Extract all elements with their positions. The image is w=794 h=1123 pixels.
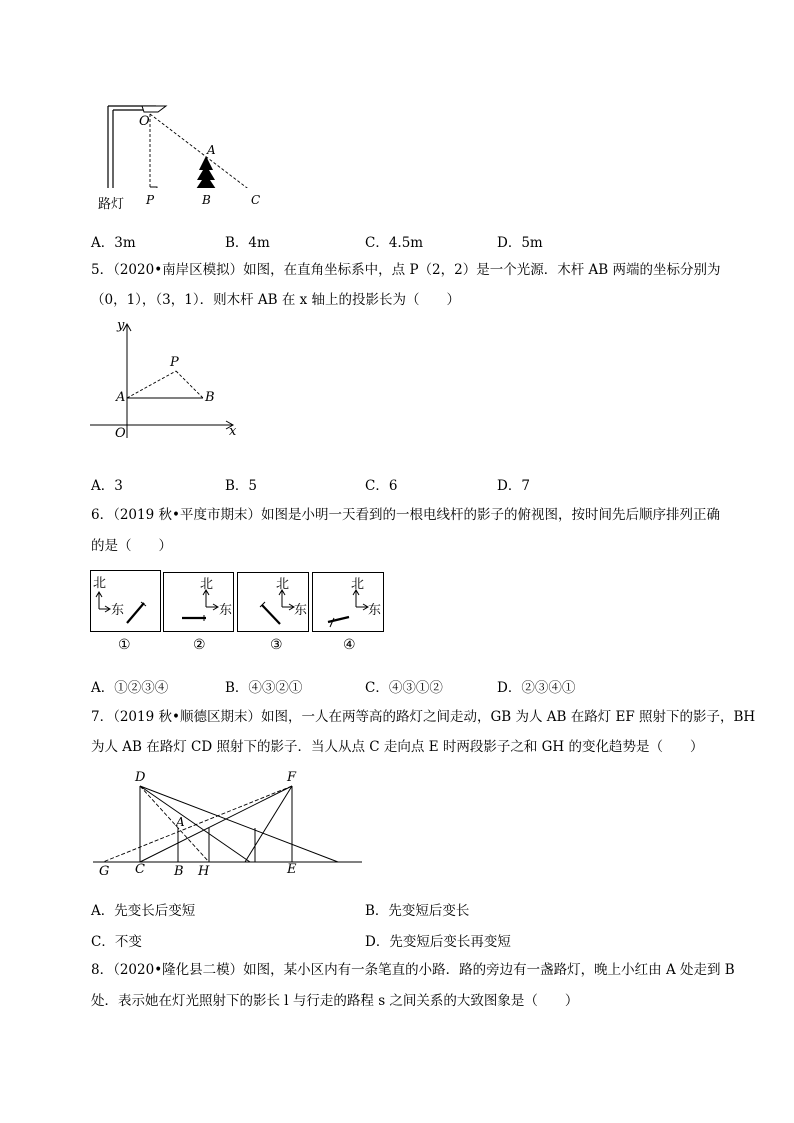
q5-option-a[interactable]: A．3 [91, 478, 123, 494]
q5-coordinate-figure [85, 318, 245, 443]
fig7-label-H: H [198, 864, 210, 879]
fig7-label-F: F [287, 770, 297, 785]
fig7-label-G: G [99, 864, 110, 879]
q5-option-d[interactable]: D．7 [497, 478, 530, 494]
q6-option-c[interactable]: C．④③①② [365, 680, 443, 696]
q6-option-a[interactable]: A．①②③④ [91, 680, 169, 696]
q6-view-4 [312, 572, 384, 632]
fig4-label-lamp: 路灯 [98, 197, 125, 212]
fig7-label-B: B [174, 864, 184, 879]
fig5-label-y: y [117, 318, 125, 333]
fig4-label-O: O [139, 114, 150, 129]
fig7-label-D: D [135, 770, 146, 785]
north-label: 北 [93, 576, 107, 591]
fig4-label-C: C [251, 193, 261, 207]
q6-view-2 [163, 572, 234, 632]
q6-view-2-label: ② [193, 637, 206, 653]
q6-stem-line2: 的是（ ） [91, 538, 172, 554]
q5-option-c[interactable]: C．6 [365, 478, 398, 494]
fig5-label-x: x [229, 424, 237, 439]
compass-arrows-icon [91, 571, 161, 631]
q6-view-3-label: ③ [270, 637, 283, 653]
q8-stem-line1: 8．（2020•隆化县二模）如图，某小区内有一条笔直的小路．路的旁边有一盏路灯，晚上小红由 A 处走到 B [91, 962, 735, 978]
q7-option-a[interactable]: A．先变长后变短 [91, 903, 196, 919]
fig4-label-P: P [146, 193, 155, 207]
fig7-label-E: E [287, 862, 297, 877]
q7-stem-line2: 为人 AB 在路灯 CD 照射下的影子．当人从点 C 走向点 E 时两段影子之和 GH 的变化趋势是（ ） [91, 739, 704, 755]
q6-view-3 [237, 572, 309, 632]
fig4-label-A: A [207, 143, 216, 157]
east-label: 东 [368, 603, 382, 618]
q4-figure [88, 98, 288, 188]
q7-stem-line1: 7．（2019 秋•顺德区期末）如图，一人在两等高的路灯之间走动，GB 为人 AB 在路灯 EF 照射下的影子，BH [91, 709, 756, 725]
fig5-label-P: P [170, 355, 179, 370]
q6-view-1-label: ① [118, 637, 131, 653]
q6-option-d[interactable]: D．②③④① [497, 680, 576, 696]
east-label: 东 [219, 603, 233, 618]
east-label: 东 [294, 603, 308, 618]
north-label: 北 [200, 577, 214, 592]
fig5-label-A: A [116, 390, 126, 405]
q7-option-d[interactable]: D．先变短后变长再变短 [365, 934, 511, 950]
q5-stem-line1: 5．（2020•南岸区模拟）如图，在直角坐标系中，点 P（2，2）是一个光源．木杆 AB 两端的坐标分别为 [91, 262, 721, 278]
q5-stem-line2: （0，1），（3，1）．则木杆 AB 在 x 轴上的投影长为（ ） [91, 292, 461, 308]
north-label: 北 [276, 577, 290, 592]
fig5-label-B: B [205, 390, 215, 405]
fig4-label-B: B [202, 193, 211, 207]
q4-option-a[interactable]: A．3m [91, 235, 136, 251]
fig7-label-A: A [176, 815, 185, 829]
q7-option-b[interactable]: B．先变短后变长 [365, 903, 470, 919]
north-label: 北 [351, 577, 365, 592]
q5-option-b[interactable]: B．5 [225, 478, 258, 494]
q4-option-c[interactable]: C．4.5m [365, 235, 424, 251]
east-label: 东 [111, 603, 125, 618]
fig5-label-O: O [115, 426, 126, 441]
q7-option-c[interactable]: C．不变 [91, 934, 142, 950]
q4-option-d[interactable]: D．5m [497, 235, 543, 251]
fig7-label-C: C [135, 862, 145, 877]
q6-view-1 [90, 570, 161, 632]
q7-streetlight-figure [90, 780, 365, 865]
q6-view-4-label: ④ [343, 637, 356, 653]
q4-option-b[interactable]: B．4m [225, 235, 270, 251]
q8-stem-line2: 处．表示她在灯光照射下的影长 l 与行走的路程 s 之间关系的大致图象是（ ） [91, 993, 579, 1009]
q6-stem-line1: 6．（2019 秋•平度市期末）如图是小明一天看到的一根电线杆的影子的俯视图，按时间先后顺序排列正确 [91, 507, 720, 523]
q6-option-b[interactable]: B．④③②① [225, 680, 303, 696]
